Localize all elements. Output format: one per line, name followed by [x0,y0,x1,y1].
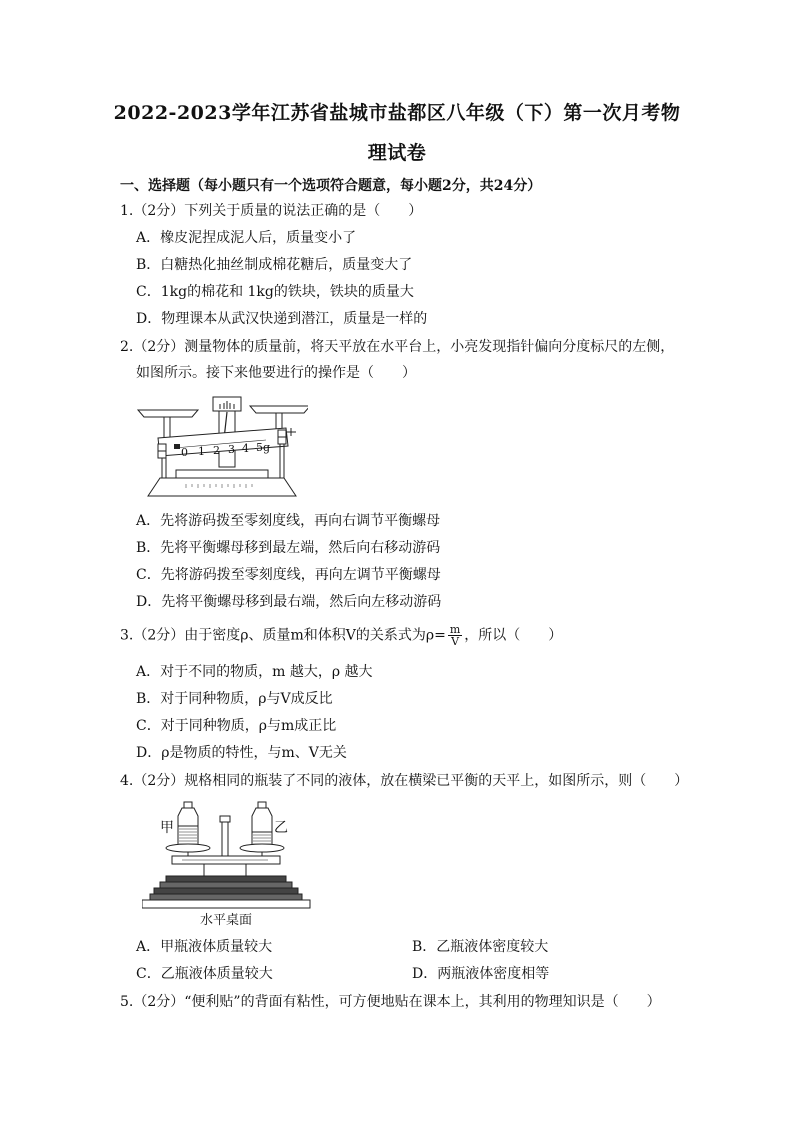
figure-caption-table: 水平桌面 [199,913,253,928]
bottles-balance-figure [142,800,312,928]
section-heading-choice: 一、选择题（每小题只有一个选项符合题意，每小题2分，共24分） [120,178,542,194]
scale-tick-1: 1 [198,445,205,458]
question-2-option-b: B．先将平衡螺母移到最左端，然后向右移动游码 [136,540,441,556]
question-1-option-c: C．1kg的棉花和 1kg的铁块，铁块的质量大 [136,284,414,300]
exam-title-line2: 理试卷 [367,142,427,164]
question-4-option-c: C．乙瓶液体质量较大 [136,966,273,982]
scale-tick-5g: 5g [256,441,271,454]
scale-tick-2: 2 [213,444,220,457]
question-3-stem [120,624,562,647]
fraction-numerator: m [449,623,461,636]
question-3-option-b: B．对于同种物质，ρ与V成反比 [136,691,333,707]
question-2-option-c: C．先将游码拨至零刻度线，再向左调节平衡螺母 [136,567,441,583]
question-4-option-b: B．乙瓶液体密度较大 [412,939,549,955]
question-3-option-d: D．ρ是物质的特性，与m、V无关 [136,745,347,761]
question-1-option-a: A．橡皮泥捏成泥人后，质量变小了 [136,230,357,246]
question-4-stem: 4.（2分）规格相同的瓶装了不同的液体，放在横梁已平衡的天平上，如图所示，则（ ） [120,773,689,789]
scale-tick-4: 4 [242,442,249,455]
scale-tick-3: 3 [228,443,235,456]
density-fraction [448,624,462,647]
question-1-option-d: D．物理课本从武汉快递到潜江，质量是一样的 [136,311,428,327]
balance-scale-figure [136,392,308,502]
question-1-option-b: B．白糖热化抽丝制成棉花糖后，质量变大了 [136,257,413,273]
question-2-stem-line2: 如图所示。接下来他要进行的操作是（ ） [136,365,416,381]
question-5-stem: 5.（2分）“便利贴”的背面有粘性，可方便地贴在课本上，其利用的物理知识是（ ） [120,994,661,1010]
question-3-option-a: A．对于不同的物质，m 越大，ρ 越大 [136,664,373,680]
question-4-option-d: D．两瓶液体密度相等 [412,966,550,982]
exam-title-line1: 2022-2023学年江苏省盐城市盐都区八年级（下）第一次月考物 [113,102,681,124]
bottle-label-jia: 甲 [160,820,174,836]
question-3-stem-after: ，所以（ ） [464,627,563,644]
question-2-stem-line1: 2.（2分）测量物体的质量前，将天平放在水平台上，小亮发现指针偏向分度标尺的左侧， [120,339,675,355]
question-2-option-d: D．先将平衡螺母移到最右端，然后向左移动游码 [136,594,442,610]
question-4-option-a: A．甲瓶液体质量较大 [136,939,273,955]
question-3-option-c: C．对于同种物质，ρ与m成正比 [136,718,337,734]
question-2-option-a: A．先将游码拨至零刻度线，再向右调节平衡螺母 [136,513,441,529]
question-3-stem-before: 3.（2分）由于密度ρ、质量m和体积V的关系式为ρ= [120,627,446,644]
bottle-label-yi: 乙 [274,820,288,836]
question-1-stem: 1.（2分）下列关于质量的说法正确的是（ ） [120,203,423,219]
fraction-denominator: V [451,635,460,648]
scale-tick-0: 0 [181,446,188,459]
